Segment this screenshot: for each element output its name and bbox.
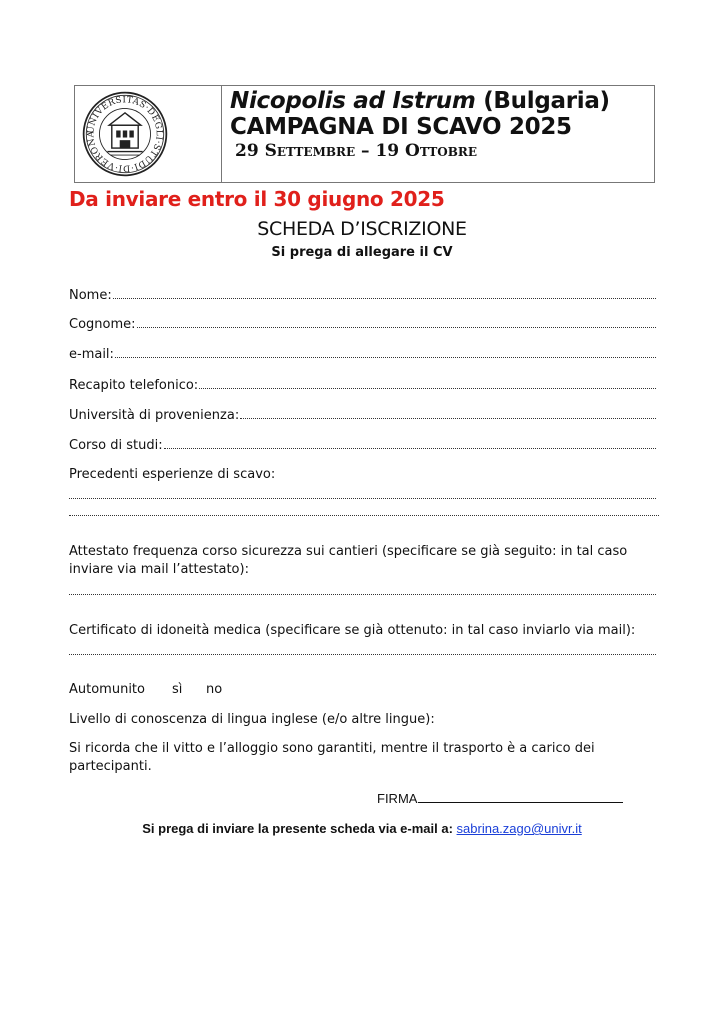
field-cognome-blank[interactable] — [137, 316, 656, 328]
title-country: (Bulgaria) — [475, 88, 610, 114]
field-attestato-label: Attestato frequenza corso sicurezza sui cantieri (specificare se già seguito: in tal caso inviare via mail l’attestato): — [69, 544, 628, 577]
signature-line[interactable] — [418, 790, 623, 803]
footer-text: Si prega di inviare la presente scheda via e-mail a: — [142, 821, 457, 836]
title-cell — [222, 86, 654, 182]
header-box — [74, 85, 655, 183]
automunito-option-si[interactable]: sì — [172, 682, 183, 697]
form-heading: SCHEDA D’ISCRIZIONE — [257, 218, 467, 240]
signature-label: FIRMA — [377, 791, 418, 806]
transport-note: Si ricorda che il vitto e l’alloggio sono garantiti, mentre il trasporto è a carico dei partecipanti. — [69, 741, 595, 774]
field-universita[interactable] — [69, 407, 656, 424]
field-esperienze-blank-2[interactable] — [69, 515, 659, 516]
field-nome[interactable] — [69, 287, 656, 304]
field-esperienze-blank-1[interactable] — [69, 498, 656, 499]
field-universita-blank[interactable] — [240, 407, 656, 419]
automunito-label: Automunito — [69, 682, 145, 697]
field-email-blank[interactable] — [115, 346, 656, 358]
field-corso-blank[interactable] — [164, 437, 656, 449]
field-lingua-label: Livello di conoscenza di lingua inglese (e/o altre lingue): — [69, 712, 435, 727]
footer-email-link[interactable]: sabrina.zago@univr.it — [456, 821, 582, 836]
campaign-dates: 29 Settembre – 19 Ottobre — [235, 141, 477, 161]
field-corso[interactable] — [69, 437, 656, 454]
footer-instruction — [0, 821, 724, 836]
field-nome-label: Nome: — [69, 288, 112, 303]
form-subheading: Si prega di allegare il CV — [271, 245, 453, 260]
field-universita-label: Università di provenienza: — [69, 408, 240, 423]
field-corso-label: Corso di studi: — [69, 438, 163, 453]
field-telefono-label: Recapito telefonico: — [69, 378, 199, 393]
deadline-notice: Da inviare entro il 30 giugno 2025 — [69, 187, 445, 211]
title-italic: Nicopolis ad Istrum — [230, 88, 476, 114]
signature-field[interactable] — [377, 790, 623, 806]
field-telefono[interactable] — [69, 377, 656, 394]
university-seal-icon — [81, 90, 169, 178]
field-esperienze-label: Precedenti esperienze di scavo: — [69, 467, 276, 482]
project-title — [230, 88, 654, 114]
seal-cell — [75, 86, 222, 182]
field-email[interactable] — [69, 346, 656, 363]
field-cognome[interactable] — [69, 316, 656, 333]
seal-text: UNIVERSITAS·DEGLI·STUDI·DI·VERONA — [86, 95, 164, 173]
field-certificato-blank[interactable] — [69, 654, 656, 655]
campaign-title: CAMPAGNA DI SCAVO 2025 — [230, 114, 572, 140]
field-attestato-blank[interactable] — [69, 594, 656, 595]
automunito-option-no[interactable]: no — [206, 682, 223, 697]
field-email-label: e-mail: — [69, 347, 114, 362]
field-nome-blank[interactable] — [113, 287, 656, 299]
field-telefono-blank[interactable] — [199, 377, 656, 389]
field-certificato-label: Certificato di idoneità medica (specificare se già ottenuto: in tal caso inviarlo via mail): — [69, 623, 636, 638]
field-cognome-label: Cognome: — [69, 317, 136, 332]
